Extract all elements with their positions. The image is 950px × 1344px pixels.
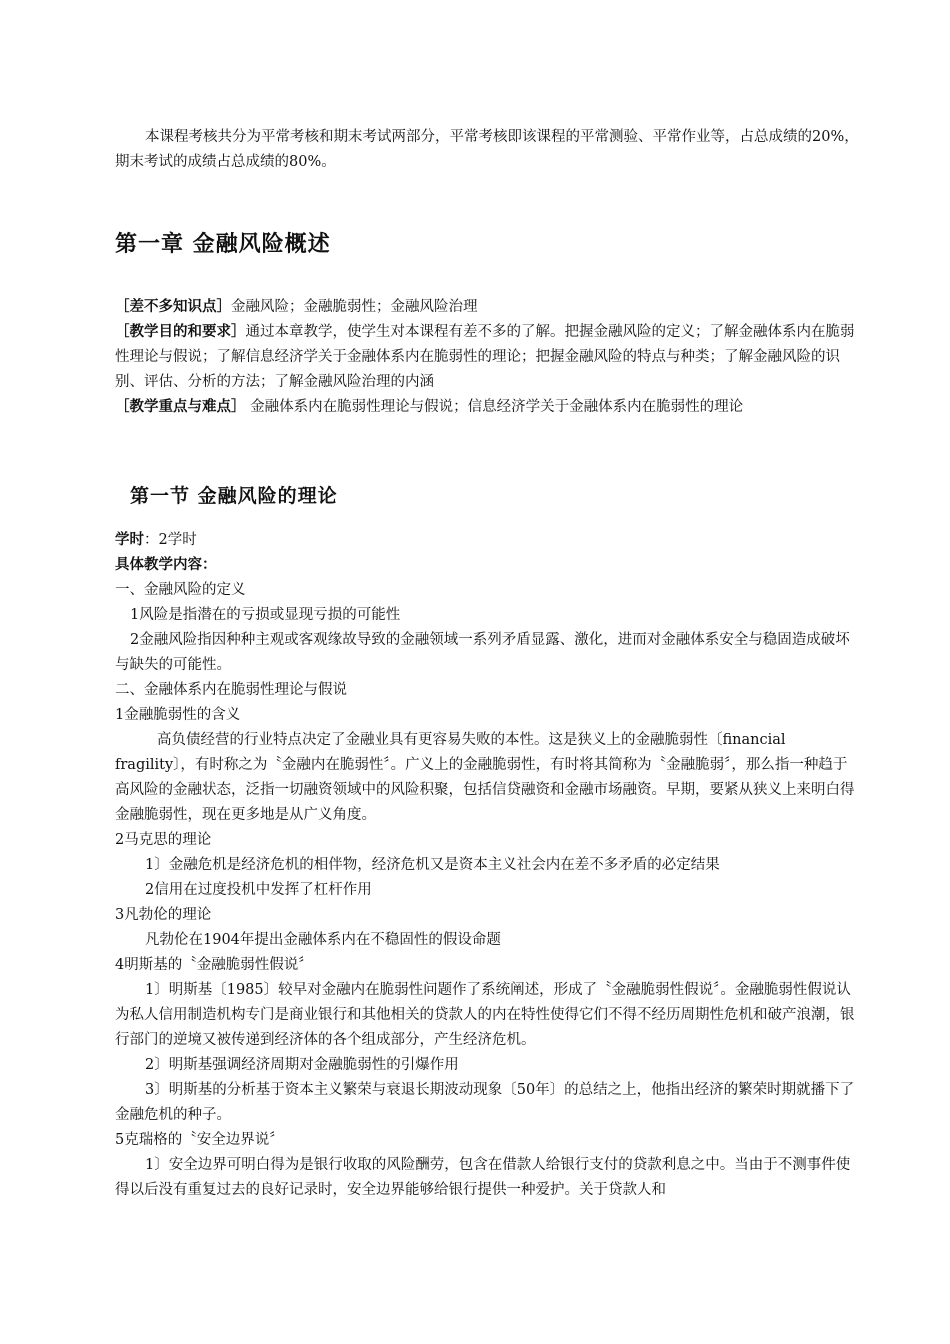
veblen-item: 凡勃伦在1904年提出金融体系内在不稳固性的假设命题 (145, 932, 501, 948)
subheading-2-2: 2马克思的理论 (115, 832, 212, 848)
chapter-title: 第一章 金融风险概述 (115, 232, 331, 257)
hours-line (115, 528, 860, 553)
minsky-item-1: 1〕明斯基〔1985〕较早对金融内在脆弱性问题作了系统阐述，形成了〝金融脆弱性假说〞。金融脆弱性假说认为私人信用制造机构专门是商业银行和其他相关的贷款人的内在特性使得它们不得不经历周期性危机和破产浪潮，银行部门的逆境又被传递到经济体的各个组成部分，产生经济危机。 (115, 982, 855, 1048)
teaching-goals (115, 320, 860, 395)
marx-item-1: 1〕金融危机是经济危机的相伴物，经济危机又是资本主义社会内在差不多矛盾的必定结果 (145, 857, 720, 873)
item-1-1: 1风险是指潜在的亏损或显现亏损的可能性 (130, 607, 401, 623)
heading-1: 一、金融风险的定义 (115, 582, 246, 598)
hours-label: 学时 (115, 532, 144, 548)
subheading-2-1: 1金融脆弱性的含义 (115, 707, 241, 723)
key-points-text: 金融风险；金融脆弱性；金融风险治理 (231, 299, 478, 315)
marx-item-2: 2信用在过度投机中发挥了杠杆作用 (145, 882, 372, 898)
subheading-2-4: 4明斯基的〝金融脆弱性假说〞 (115, 957, 313, 973)
fragility-paragraph: 高负债经营的行业特点决定了金融业具有更容易失败的本性。这是狭义上的金融脆弱性〔financial fragility〕，有时称之为〝金融内在脆弱性〞。广义上的金融脆弱性，有时将其简称为〝金融脆弱〞，那么指一种趋于高风险的金融状态，泛指一切融资领域中的风险积聚，包括信贷融资和金融市场融资。早期，要紧从狭义上来明白得金融脆弱性，现在更多地是从广义角度。 (115, 732, 855, 823)
section-title: 第一节 金融风险的理论 (130, 485, 338, 507)
focus-text: 金融体系内在脆弱性理论与假说；信息经济学关于金融体系内在脆弱性的理论 (245, 399, 744, 415)
subheading-2-5: 5克瑞格的〝安全边界说〞 (115, 1132, 284, 1148)
content-label: 具体教学内容： (115, 557, 217, 573)
assessment-paragraph: 本课程考核共分为平常考核和期末考试两部分，平常考核即该课程的平常测验、平常作业等，占总成绩的20%，期末考试的成绩占总成绩的80%。 (115, 129, 859, 170)
minsky-item-3: 3〕明斯基的分析基于资本主义繁荣与衰退长期波动现象〔50年〕的总结之上，他指出经济的繁荣时期就播下了金融危机的种子。 (115, 1082, 855, 1123)
item-1-2: 2金融风险指因种种主观或客观缘故导致的金融领域一系列矛盾显露、激化，进而对金融体系安全与稳固造成破坏与缺失的可能性。 (115, 632, 850, 673)
teaching-goals-label: ［教学目的和要求］ (115, 324, 246, 340)
key-points (115, 295, 860, 320)
kregel-item-1: 1〕安全边界可明白得为是银行收取的风险酬劳，包含在借款人给银行支付的贷款利息之中。当由于不测事件使得以后没有重复过去的良好记录时，安全边界能够给银行提供一种爱护。关于贷款人和 (115, 1157, 851, 1198)
minsky-item-2: 2〕明斯基强调经济周期对金融脆弱性的引爆作用 (145, 1057, 459, 1073)
teaching-goals-text: 通过本章教学，使学生对本课程有差不多的了解。把握金融风险的定义；了解金融体系内在脆弱性理论与假说；了解信息经济学关于金融体系内在脆弱性的理论；把握金融风险的特点与种类；了解金融风险的识别、评估、分析的方法；了解金融风险治理的内涵 (115, 324, 855, 390)
hours-value: ：2学时 (144, 532, 197, 548)
key-points-label: ［差不多知识点］ (115, 299, 231, 315)
subheading-2-3: 3凡勃伦的理论 (115, 907, 212, 923)
focus-label: ［教学重点与难点］ (115, 399, 246, 415)
heading-2: 二、金融体系内在脆弱性理论与假说 (115, 682, 347, 698)
focus-difficulties (115, 395, 860, 420)
